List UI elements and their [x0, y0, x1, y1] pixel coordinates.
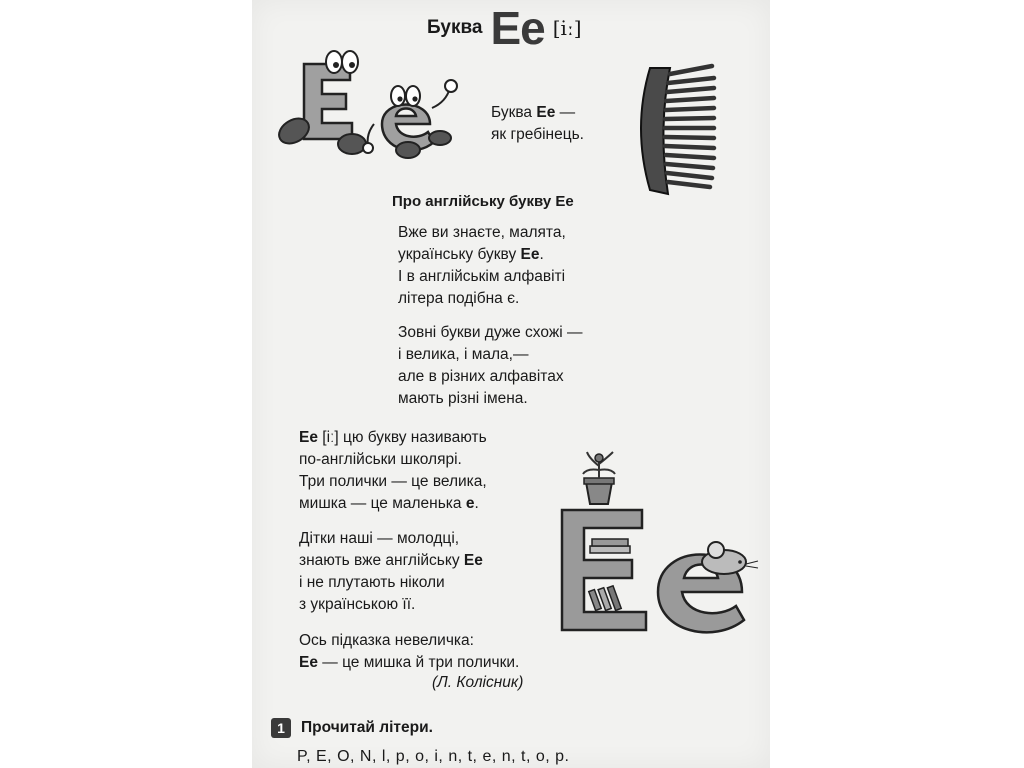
intro-text: Буква Ee — як гребінець.	[491, 104, 584, 143]
exercise-letters: P, E, O, N, l, p, o, i, n, t, e, n, t, o, p.	[297, 748, 570, 765]
header-word: Буква	[427, 17, 483, 38]
letter-e-mouse-shelves-icon	[556, 450, 762, 640]
page-header	[427, 2, 582, 54]
poem-title: Про англійську букву Ee	[392, 193, 574, 210]
poem-stanza-4: Дітки наші — молодці, знають вже англійську Ee і не плутають ніколи з українською її.	[299, 530, 483, 613]
exercise-number: 1	[271, 718, 291, 738]
poem-stanza-3: Ee [iː] цю букву називають по-англійськи школярі. Три полички — це велика, мишка — це маленька e.	[299, 429, 487, 512]
comb-icon	[630, 60, 722, 198]
exercise-header	[271, 718, 433, 738]
poem-stanza-1: Вже ви знаєте, малята, українську букву Ee. І в англійськім алфавіті літера подібна є.	[398, 224, 566, 307]
header-letters: Ee	[490, 2, 545, 54]
exercise-title: Прочитай літери.	[301, 719, 433, 736]
cartoon-letters-icon	[274, 46, 460, 162]
poem-author: (Л. Колісник)	[432, 674, 524, 691]
poem-stanza-5: Ось підказка невеличка: Ee — це мишка й три полички.	[299, 632, 520, 671]
header-ipa: [iː]	[552, 16, 582, 40]
poem-stanza-2: Зовні букви дуже схожі — і велика, і мала,— але в різних алфавітах мають різні імена.	[398, 324, 583, 407]
